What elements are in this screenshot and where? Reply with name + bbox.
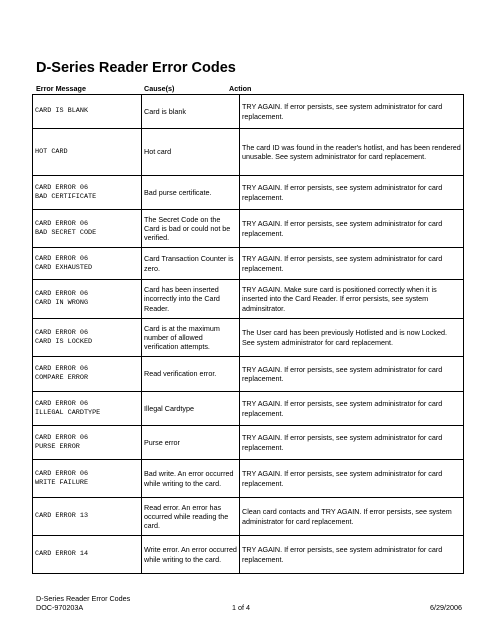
- action-cell: TRY AGAIN. Make sure card is positioned correctly when it is inserted into the Card Reader. If error persists, see system adminsitrator.: [240, 280, 464, 318]
- cause-cell: Read verification error.: [142, 357, 240, 391]
- table-row: [32, 176, 464, 210]
- table-row: [32, 319, 464, 357]
- footer-doc-title: D-Series Reader Error Codes: [36, 594, 131, 603]
- error-code-cell: CARD ERROR 06 WRITE FAILURE: [32, 460, 142, 497]
- cause-cell: Card has been inserted incorrectly into the Card Reader.: [142, 280, 240, 318]
- error-code-cell: CARD ERROR 13: [32, 498, 142, 535]
- action-cell: TRY AGAIN. If error persists, see system administrator for card replacement.: [240, 392, 464, 425]
- action-cell: TRY AGAIN. If error persists, see system administrator for card replacement.: [240, 248, 464, 279]
- cause-cell: The Secret Code on the Card is bad or could not be verified.: [142, 210, 240, 247]
- error-code-cell: CARD ERROR 06 BAD SECRET CODE: [32, 210, 142, 247]
- table-row: [32, 426, 464, 460]
- cause-cell: Card Transaction Counter is zero.: [142, 248, 240, 279]
- footer-date: 6/29/2006: [430, 603, 462, 612]
- error-code-cell: HOT CARD: [32, 129, 142, 175]
- cause-cell: Illegal Cardtype: [142, 392, 240, 425]
- error-code-cell: CARD ERROR 06 COMPARE ERROR: [32, 357, 142, 391]
- table-row: [32, 460, 464, 498]
- cause-cell: Bad purse certificate.: [142, 176, 240, 209]
- table-row: [32, 498, 464, 536]
- header-causes: Cause(s): [144, 84, 175, 93]
- cause-cell: Purse error: [142, 426, 240, 459]
- error-code-cell: CARD ERROR 06 ILLEGAL CARDTYPE: [32, 392, 142, 425]
- action-cell: TRY AGAIN. If error persists, see system administrator for card replacement.: [240, 357, 464, 391]
- header-error-message: Error Message: [36, 84, 86, 93]
- table-row: [32, 392, 464, 426]
- error-code-cell: CARD ERROR 06 CARD IS LOCKED: [32, 319, 142, 356]
- action-cell: TRY AGAIN. If error persists, see system administrator for card replacement.: [240, 95, 464, 128]
- action-cell: TRY AGAIN. If error persists, see system administrator for card replacement.: [240, 426, 464, 459]
- cause-cell: Hot card: [142, 129, 240, 175]
- table-row: [32, 248, 464, 280]
- action-cell: The User card has been previously Hotlisted and is now Locked. See system administrator for card replacement.: [240, 319, 464, 356]
- table-row: [32, 357, 464, 392]
- table-body: [32, 94, 464, 574]
- error-code-cell: CARD ERROR 06 CARD IN WRONG: [32, 280, 142, 318]
- error-codes-table: [32, 84, 464, 574]
- action-cell: TRY AGAIN. If error persists, see system administrator for card replacement.: [240, 536, 464, 573]
- header-action: Action: [229, 84, 252, 93]
- error-code-cell: CARD ERROR 06 CARD EXHAUSTED: [32, 248, 142, 279]
- cause-cell: Bad write. An error occurred while writing to the card.: [142, 460, 240, 497]
- table-row: [32, 129, 464, 176]
- cause-cell: Write error. An error occurred while writing to the card.: [142, 536, 240, 573]
- action-cell: TRY AGAIN. If error persists, see system administrator for card replacement.: [240, 176, 464, 209]
- error-code-cell: CARD IS BLANK: [32, 95, 142, 128]
- error-code-cell: CARD ERROR 06 PURSE ERROR: [32, 426, 142, 459]
- page-title: D-Series Reader Error Codes: [36, 60, 236, 76]
- error-code-cell: CARD ERROR 14: [32, 536, 142, 573]
- cause-cell: Card is blank: [142, 95, 240, 128]
- cause-cell: Read error. An error has occurred while reading the card.: [142, 498, 240, 535]
- table-row: [32, 280, 464, 319]
- table-header: [32, 84, 464, 94]
- cause-cell: Card is at the maximum number of allowed verification attempts.: [142, 319, 240, 356]
- footer-page-number: 1 of 4: [232, 603, 250, 612]
- table-row: [32, 95, 464, 129]
- action-cell: Clean card contacts and TRY AGAIN. If error persists, see system administrator for card replacement.: [240, 498, 464, 535]
- action-cell: The card ID was found in the reader's hotlist, and has been rendered unusable. See system administrator for card replacement.: [240, 129, 464, 175]
- footer-doc-number: DOC-970203A: [36, 603, 84, 612]
- table-row: [32, 536, 464, 574]
- error-code-cell: CARD ERROR 06 BAD CERTIFICATE: [32, 176, 142, 209]
- table-row: [32, 210, 464, 248]
- action-cell: TRY AGAIN. If error persists, see system administrator for card replacement.: [240, 210, 464, 247]
- action-cell: TRY AGAIN. If error persists, see system administrator for card replacement.: [240, 460, 464, 497]
